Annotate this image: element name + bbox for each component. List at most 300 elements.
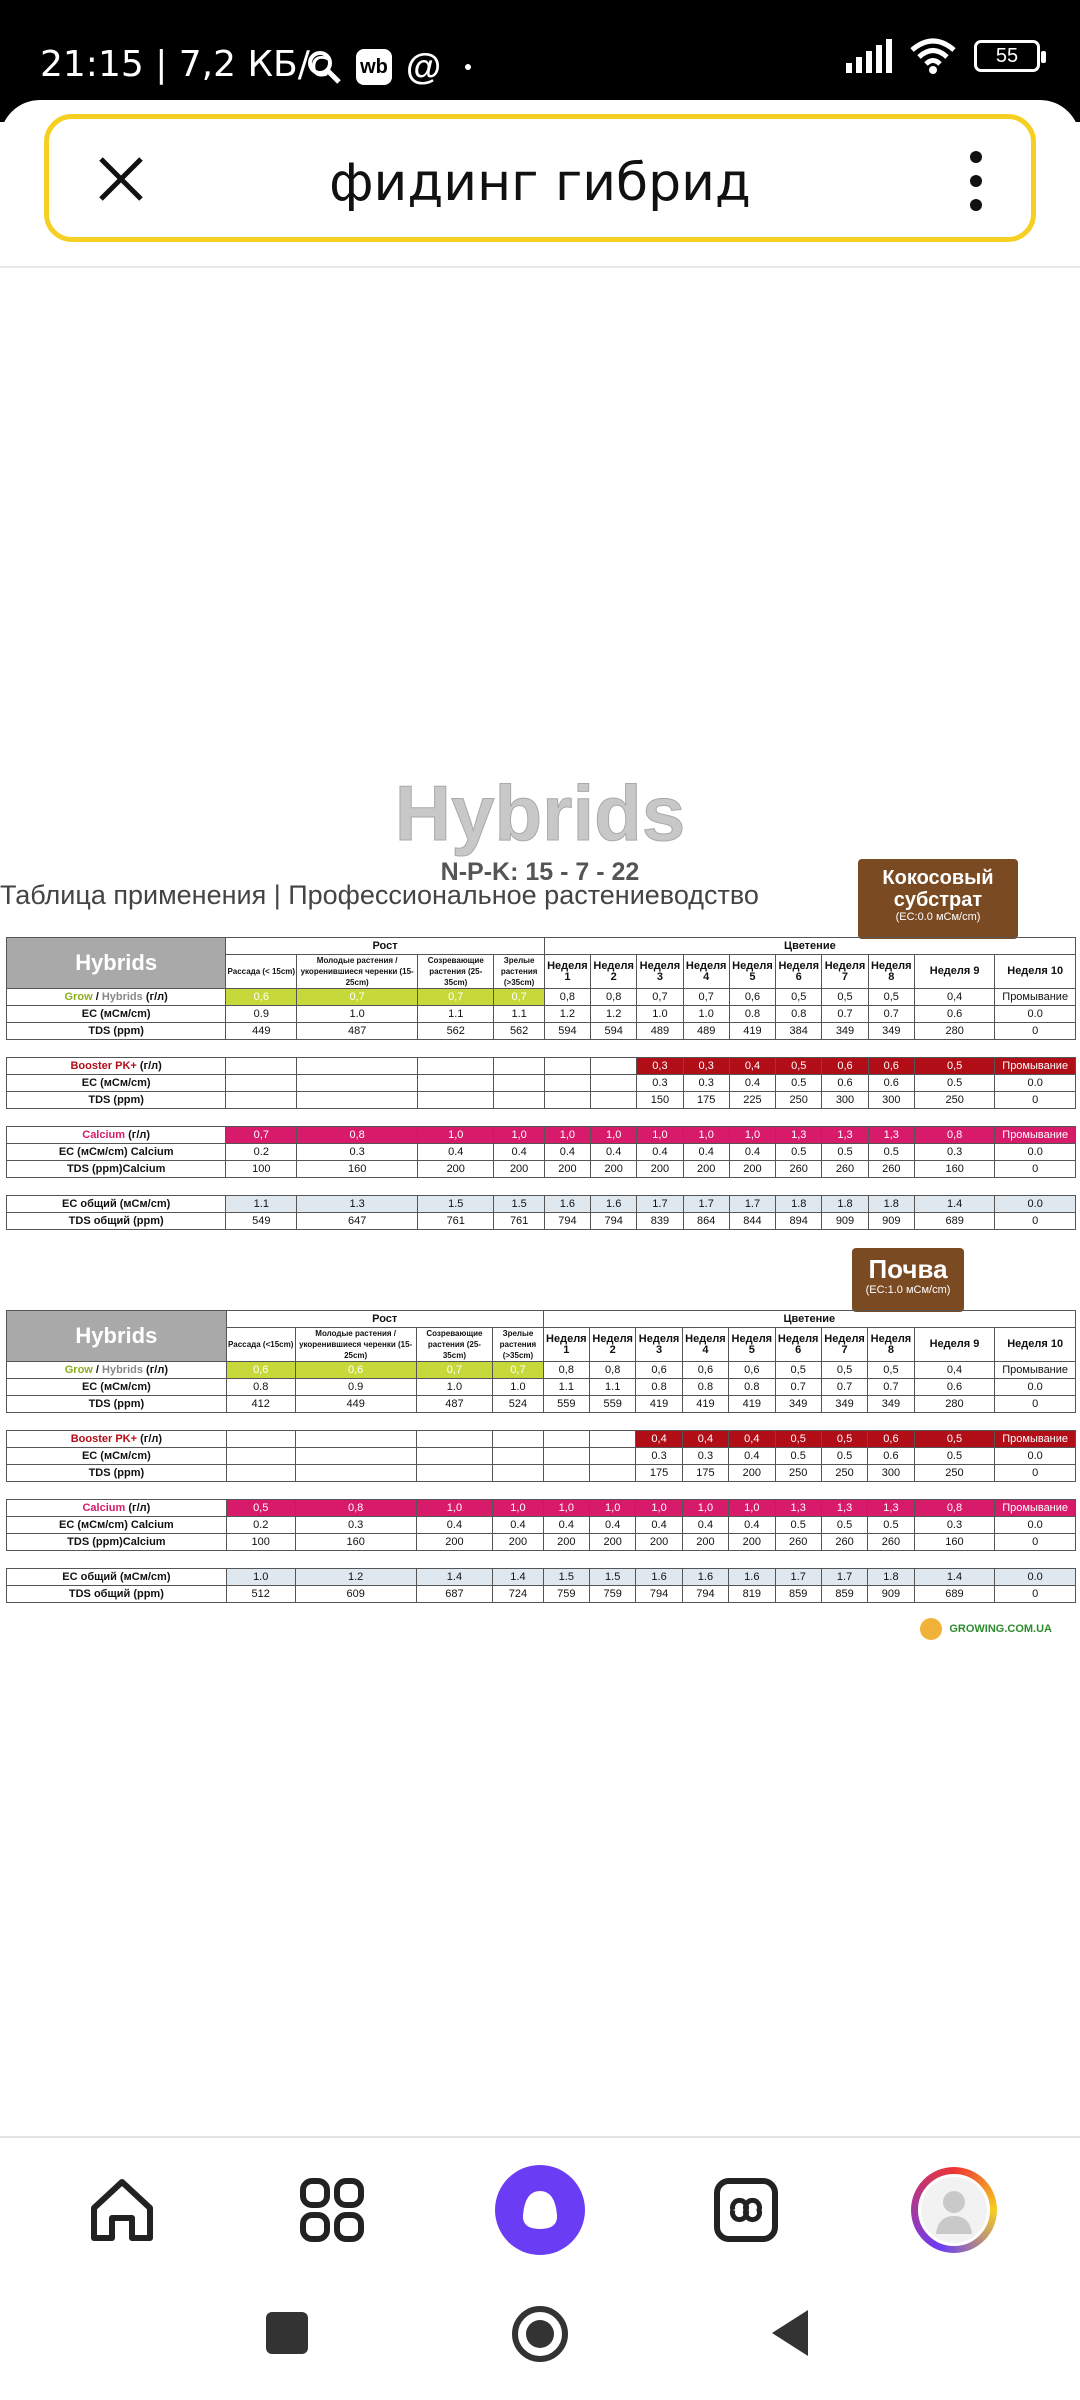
search-query-text[interactable]: фидинг гибрид	[329, 153, 751, 213]
more-vertical-icon[interactable]	[961, 149, 991, 213]
table-cell: 200	[590, 1534, 636, 1551]
table-cell: 1,0	[637, 1127, 683, 1144]
table-cell: 0.5	[776, 1144, 822, 1161]
table-cell: 1,0	[493, 1500, 543, 1517]
table-cell: 1.6	[682, 1569, 728, 1586]
booster-tds-row	[7, 1092, 1076, 1109]
table-cell: Промывание	[995, 1362, 1076, 1379]
table-cell: 0	[995, 1586, 1076, 1603]
total-ec-row	[7, 1569, 1076, 1586]
table-cell: 0,8	[914, 1127, 994, 1144]
table-cell: 1.0	[637, 1006, 683, 1023]
table-cell: 260	[868, 1534, 914, 1551]
col-week-2: Неделя 2	[591, 955, 637, 989]
col-mature: Зрелые растения (>35cm)	[493, 1328, 543, 1362]
dot-icon	[465, 64, 471, 70]
table-cell: 1.1	[418, 1006, 494, 1023]
table-cell: 0	[995, 1092, 1076, 1109]
grow-ec-row	[7, 1379, 1076, 1396]
table-cell: 0,7	[493, 1362, 543, 1379]
table-cell: 0,8	[591, 989, 637, 1006]
row-label: TDS общий (ppm)	[7, 1213, 226, 1230]
table-cell: 594	[591, 1023, 637, 1040]
table-cell	[226, 1092, 297, 1109]
table-cell: 0,5	[914, 1431, 995, 1448]
table-cell: 761	[418, 1213, 494, 1230]
table-cell: 647	[297, 1213, 418, 1230]
col-week-2: Неделя 2	[590, 1328, 636, 1362]
table-cell: 100	[226, 1161, 297, 1178]
table-cell: 0,6	[729, 989, 775, 1006]
table-cell: 0	[995, 1465, 1076, 1482]
table-cell	[494, 1075, 544, 1092]
table-cell: 759	[543, 1586, 589, 1603]
table-cell: 200	[493, 1534, 543, 1551]
table-cell: 0.7	[821, 1379, 867, 1396]
booster-tds-row	[7, 1465, 1076, 1482]
table-cell: 0.3	[682, 1448, 728, 1465]
col-week-1: Неделя 1	[543, 1328, 589, 1362]
nav-assistant-button[interactable]	[490, 2160, 590, 2260]
row-label: TDS (ppm)	[7, 1465, 227, 1482]
table-cell: 0,5	[776, 1058, 822, 1075]
table-cell: 0,5	[775, 1431, 821, 1448]
table-cell: 0.4	[637, 1144, 683, 1161]
user-silhouette-icon	[934, 2186, 974, 2234]
image-viewer[interactable]	[0, 268, 1080, 2136]
table-cell: 1.2	[544, 1006, 590, 1023]
table-cell: 0.8	[226, 1379, 295, 1396]
table-cell: 1.6	[636, 1569, 682, 1586]
coco-feeding-table	[6, 937, 1076, 1230]
table-cell: 0,5	[226, 1500, 295, 1517]
table-cell: 349	[822, 1023, 868, 1040]
row-label: EC (мСм/cm)	[7, 1075, 226, 1092]
table-cell: 1.4	[914, 1196, 994, 1213]
booster-dose-row	[7, 1058, 1076, 1075]
table-cell: 0.3	[637, 1075, 683, 1092]
table-cell	[295, 1465, 416, 1482]
col-young: Молодые растения / укоренившиеся черенки (15-25cm)	[297, 955, 418, 989]
table-cell: 0.7	[868, 1379, 914, 1396]
calcium-tds-row	[7, 1161, 1076, 1178]
network-speed: 7,2 КБ/с	[178, 44, 330, 85]
table-cell: 0.5	[776, 1075, 822, 1092]
table-cell	[591, 1092, 637, 1109]
row-label: TDS общий (ppm)	[7, 1586, 227, 1603]
table-cell: 0.5	[868, 1517, 914, 1534]
search-header	[0, 100, 1080, 268]
col-week-10: Неделя 10	[995, 1328, 1076, 1362]
table-cell: 0.0	[995, 1196, 1076, 1213]
table-cell: 0.6	[868, 1075, 914, 1092]
table-cell: 1.2	[295, 1569, 416, 1586]
table-cell: 1,0	[494, 1127, 544, 1144]
table-cell	[591, 1058, 637, 1075]
table-cell: 280	[914, 1396, 995, 1413]
row-label: EC (мСм/cm) Calcium	[7, 1517, 227, 1534]
table-cell	[297, 1092, 418, 1109]
table-cell: 0.4	[729, 1448, 775, 1465]
row-label: TDS (ppm)Calcium	[7, 1534, 227, 1551]
table-cell: 562	[418, 1023, 494, 1040]
table-cell: 200	[683, 1161, 729, 1178]
status-text: 21:15 | 7,2 КБ/с	[40, 44, 330, 85]
col-week-8: Неделя 8	[868, 1328, 914, 1362]
table-cell: 0.4	[682, 1517, 728, 1534]
table-cell: 1.0	[683, 1006, 729, 1023]
recents-button[interactable]	[266, 2312, 308, 2354]
table-cell: 0,7	[683, 989, 729, 1006]
table-cell: 200	[636, 1534, 682, 1551]
table-cell: 0.3	[636, 1448, 682, 1465]
table-cell: 0,6	[295, 1362, 416, 1379]
table-cell: 0.4	[544, 1144, 590, 1161]
table-cell: 0,8	[914, 1500, 995, 1517]
table-cell: 0.4	[591, 1144, 637, 1161]
table-cell: 1.5	[543, 1569, 589, 1586]
mail-at-icon: @	[406, 46, 442, 87]
table-cell: 160	[914, 1161, 994, 1178]
table-cell: 0,8	[590, 1362, 636, 1379]
table-cell: 150	[637, 1092, 683, 1109]
table-cell: 384	[776, 1023, 822, 1040]
table-cell: 1.6	[591, 1196, 637, 1213]
table-cell: 794	[636, 1586, 682, 1603]
table-cell	[494, 1058, 544, 1075]
calcium-dose-row	[7, 1500, 1076, 1517]
total-tds-row	[7, 1586, 1076, 1603]
system-navigation	[0, 2268, 1080, 2400]
table-cell: 1.8	[868, 1569, 914, 1586]
col-week-4: Неделя 4	[683, 955, 729, 989]
table-cell: 0.5	[914, 1448, 995, 1465]
table-cell: 280	[914, 1023, 994, 1040]
table-cell: 250	[914, 1092, 994, 1109]
booster-dose-row	[7, 1431, 1076, 1448]
table-cell: 562	[494, 1023, 544, 1040]
table-cell: 0.4	[493, 1517, 543, 1534]
row-label: Calcium (г/л)	[7, 1500, 227, 1517]
grow-tds-row	[7, 1023, 1076, 1040]
col-week-6: Неделя 6	[776, 955, 822, 989]
table-cell: 200	[729, 1161, 775, 1178]
table-cell: 1.7	[775, 1569, 821, 1586]
col-young: Молодые растения / укоренившиеся черенки (15-25cm)	[295, 1328, 416, 1362]
hybrids-header: Hybrids	[7, 938, 226, 989]
table-cell: 0.3	[297, 1144, 418, 1161]
table-cell: 819	[729, 1586, 775, 1603]
table-cell: 1.0	[416, 1379, 493, 1396]
table-cell: 1,3	[868, 1127, 914, 1144]
table-cell: 0.5	[821, 1448, 867, 1465]
row-label: EC (мСм/cm)	[7, 1448, 227, 1465]
search-notification-icon	[306, 49, 342, 85]
table-cell: 512	[226, 1586, 295, 1603]
table-cell: 0,6	[682, 1362, 728, 1379]
table-cell: 859	[821, 1586, 867, 1603]
table-cell: 0.6	[868, 1448, 914, 1465]
table-cell: 0.4	[418, 1144, 494, 1161]
row-label: TDS (ppm)	[7, 1023, 226, 1040]
table-cell: 100	[226, 1534, 295, 1551]
booster-ec-row	[7, 1075, 1076, 1092]
close-icon[interactable]	[93, 151, 149, 207]
col-week-4: Неделя 4	[682, 1328, 728, 1362]
table-cell: 1.5	[494, 1196, 544, 1213]
table-cell: Промывание	[995, 1500, 1076, 1517]
table-cell: 794	[591, 1213, 637, 1230]
table-cell: 1.5	[418, 1196, 494, 1213]
wb-icon: wb	[356, 49, 392, 85]
table-cell: 0,8	[295, 1500, 416, 1517]
coco-badge: Кокосовый субстрат (EC:0.0 мСм/cm)	[858, 859, 1018, 939]
col-week-1: Неделя 1	[544, 955, 590, 989]
table-cell: 0,6	[822, 1058, 868, 1075]
calcium-tds-row	[7, 1534, 1076, 1551]
table-cell: 0.6	[822, 1075, 868, 1092]
grid-icon	[299, 2177, 365, 2243]
total-tds-row	[7, 1213, 1076, 1230]
table-cell: 260	[868, 1161, 914, 1178]
home-system-button[interactable]	[512, 2306, 568, 2362]
table-cell: 0,3	[683, 1058, 729, 1075]
table-cell: 0,8	[543, 1362, 589, 1379]
table-cell: 0.3	[295, 1517, 416, 1534]
table-cell: 0.4	[729, 1075, 775, 1092]
table-cell: 200	[637, 1161, 683, 1178]
table-cell: 1,0	[590, 1500, 636, 1517]
nav-profile-button[interactable]	[904, 2160, 1004, 2260]
table-cell: 0.4	[494, 1144, 544, 1161]
table-cell: 0	[995, 1213, 1076, 1230]
bottom-navigation	[0, 2136, 1080, 2268]
table-cell	[493, 1448, 543, 1465]
table-cell: 0.4	[416, 1517, 493, 1534]
table-cell	[418, 1075, 494, 1092]
table-cell: 160	[295, 1534, 416, 1551]
row-label: EC (мСм/cm)	[7, 1379, 227, 1396]
table-cell: 487	[416, 1396, 493, 1413]
table-cell: 0.8	[776, 1006, 822, 1023]
table-cell: 0.0	[995, 1517, 1076, 1534]
table-cell	[590, 1448, 636, 1465]
table-cell: 419	[729, 1023, 775, 1040]
table-cell: 0,5	[821, 1362, 867, 1379]
nav-home-button[interactable]	[72, 2160, 172, 2260]
row-label: Grow / Hybrids (г/л)	[7, 1362, 227, 1379]
table-cell: 0.7	[775, 1379, 821, 1396]
tabs-icon	[713, 2177, 779, 2243]
row-label: EC общий (мСм/cm)	[7, 1196, 226, 1213]
row-label: Grow / Hybrids (г/л)	[7, 989, 226, 1006]
table-cell: 200	[416, 1534, 493, 1551]
table-cell: 609	[295, 1586, 416, 1603]
table-cell: 419	[729, 1396, 775, 1413]
table-cell: 864	[683, 1213, 729, 1230]
signal-icon	[846, 39, 892, 73]
table-cell	[544, 1092, 590, 1109]
table-cell: 412	[226, 1396, 295, 1413]
table-cell	[297, 1075, 418, 1092]
table-cell: 489	[683, 1023, 729, 1040]
table-cell: 0.4	[683, 1144, 729, 1161]
clock: 21:15	[40, 44, 144, 85]
table-cell: 0.0	[995, 1075, 1076, 1092]
rost-header: Рост	[226, 1311, 543, 1328]
table-cell	[226, 1058, 297, 1075]
table-cell	[416, 1448, 493, 1465]
table-cell: 1,0	[591, 1127, 637, 1144]
table-cell: 0.8	[636, 1379, 682, 1396]
table-cell: 0.3	[914, 1144, 994, 1161]
grow-tds-row	[7, 1396, 1076, 1413]
table-cell: 559	[543, 1396, 589, 1413]
table-cell: 0.0	[995, 1569, 1076, 1586]
table-cell: 1.8	[822, 1196, 868, 1213]
table-cell: 0.8	[729, 1379, 775, 1396]
table-cell: 0.0	[995, 1379, 1076, 1396]
table-cell: 794	[682, 1586, 728, 1603]
search-box[interactable]	[44, 114, 1036, 242]
row-label: TDS (ppm)	[7, 1092, 226, 1109]
table-cell: 0.3	[914, 1517, 995, 1534]
table-cell: 1.1	[590, 1379, 636, 1396]
table-cell: 175	[682, 1465, 728, 1482]
table-cell: 300	[868, 1465, 914, 1482]
col-week-7: Неделя 7	[821, 1328, 867, 1362]
table-cell: 839	[637, 1213, 683, 1230]
table-cell: 0,7	[418, 989, 494, 1006]
table-cell	[295, 1448, 416, 1465]
table-cell: 1.7	[821, 1569, 867, 1586]
table-cell: 859	[775, 1586, 821, 1603]
table-cell: 844	[729, 1213, 775, 1230]
table-cell: 1,0	[729, 1127, 775, 1144]
table-cell: 0.5	[868, 1144, 914, 1161]
table-cell: 0,6	[226, 1362, 295, 1379]
col-maturing: Созревающие растения (25-35cm)	[416, 1328, 493, 1362]
table-cell: 894	[776, 1213, 822, 1230]
table-cell: 419	[636, 1396, 682, 1413]
table-cell: 689	[914, 1586, 995, 1603]
table-cell: 200	[729, 1465, 775, 1482]
table-cell: 0,6	[226, 989, 297, 1006]
table-cell: 449	[226, 1023, 297, 1040]
table-cell	[543, 1448, 589, 1465]
battery-level: 55	[995, 45, 1019, 67]
table-cell: 175	[636, 1465, 682, 1482]
hybrids-header: Hybrids	[7, 1311, 227, 1362]
row-label: TDS (ppm)	[7, 1396, 227, 1413]
rost-header: Рост	[226, 938, 544, 955]
table-cell	[226, 1075, 297, 1092]
total-ec-row	[7, 1196, 1076, 1213]
npk-label: N-P-K: 15 - 7 - 22	[440, 858, 640, 886]
table-cell: 0.0	[995, 1006, 1076, 1023]
table-cell: 559	[590, 1396, 636, 1413]
table-cell: 1,0	[683, 1127, 729, 1144]
table-cell: 260	[776, 1161, 822, 1178]
table-cell: 1.6	[729, 1569, 775, 1586]
table-cell: 0,3	[637, 1058, 683, 1075]
table-cell	[591, 1075, 637, 1092]
table-cell: 349	[775, 1396, 821, 1413]
table-cell: 0.0	[995, 1448, 1076, 1465]
table-cell: 549	[226, 1213, 297, 1230]
table-cell: 1.5	[590, 1569, 636, 1586]
table-cell: 0.6	[914, 1006, 994, 1023]
table-cell: 0,4	[729, 1431, 775, 1448]
col-maturing: Созревающие растения (25-35cm)	[418, 955, 494, 989]
table-cell: 689	[914, 1213, 994, 1230]
table-cell: 1.0	[226, 1569, 295, 1586]
col-week-5: Неделя 5	[729, 1328, 775, 1362]
table-cell: 0	[995, 1534, 1076, 1551]
table-cell: Промывание	[995, 989, 1076, 1006]
table-cell: 0,5	[868, 989, 914, 1006]
table-cell: 0,7	[416, 1362, 493, 1379]
table-cell: 1.0	[297, 1006, 418, 1023]
table-cell: 0.5	[821, 1517, 867, 1534]
table-cell: 1.4	[416, 1569, 493, 1586]
table-cell: 1,0	[729, 1500, 775, 1517]
table-cell	[418, 1092, 494, 1109]
table-cell	[297, 1058, 418, 1075]
table-cell: 1,0	[543, 1500, 589, 1517]
table-cell: 300	[868, 1092, 914, 1109]
table-cell: 0.4	[543, 1517, 589, 1534]
nav-tabs-button[interactable]	[696, 2160, 796, 2260]
table-cell: 175	[683, 1092, 729, 1109]
table-cell: 794	[544, 1213, 590, 1230]
table-cell: 0.4	[729, 1517, 775, 1534]
table-cell	[590, 1465, 636, 1482]
table-cell: 1.8	[776, 1196, 822, 1213]
table-cell: 0,5	[822, 989, 868, 1006]
table-subtitle: Таблица применения | Профессиональное растениеводство	[0, 880, 759, 910]
col-seedling: Рассада (<15cm)	[226, 1328, 295, 1362]
table-cell: 0,5	[821, 1431, 867, 1448]
table-cell: 1.3	[297, 1196, 418, 1213]
table-cell: 909	[868, 1213, 914, 1230]
nav-services-button[interactable]	[282, 2160, 382, 2260]
table-cell: 0.0	[995, 1144, 1076, 1161]
table-cell: 487	[297, 1023, 418, 1040]
table-cell	[543, 1465, 589, 1482]
table-cell: 0.8	[729, 1006, 775, 1023]
calcium-ec-row	[7, 1144, 1076, 1161]
table-cell: 1,0	[418, 1127, 494, 1144]
cvetenie-header: Цветение	[544, 938, 1075, 955]
avatar	[911, 2167, 997, 2253]
back-icon[interactable]	[770, 2308, 810, 2358]
row-label: EC (мСм/cm) Calcium	[7, 1144, 226, 1161]
table-cell: 0.5	[775, 1448, 821, 1465]
table-cell: 0,6	[868, 1431, 914, 1448]
row-label: EC общий (мСм/cm)	[7, 1569, 227, 1586]
table-cell: 0	[995, 1023, 1076, 1040]
table-cell	[295, 1431, 416, 1448]
table-cell: 1,0	[636, 1500, 682, 1517]
home-icon	[86, 2174, 158, 2246]
table-cell: 200	[729, 1534, 775, 1551]
grow-ec-row	[7, 1006, 1076, 1023]
grow-dose-row	[7, 1362, 1076, 1379]
table-cell	[416, 1465, 493, 1482]
soil-badge: Почва (EC:1.0 мСм/cm)	[852, 1248, 964, 1312]
table-cell: 0,5	[775, 1362, 821, 1379]
